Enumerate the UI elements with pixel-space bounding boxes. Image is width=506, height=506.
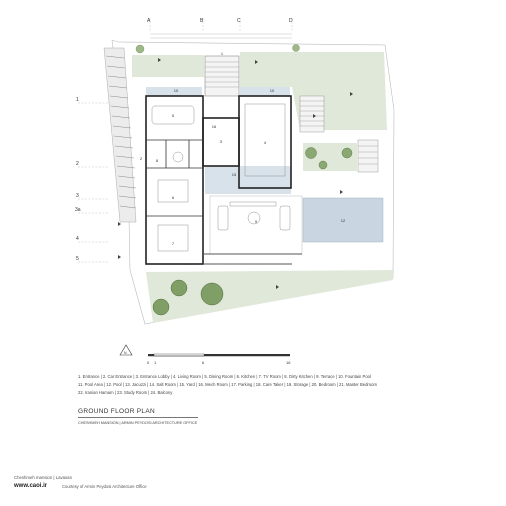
grid-label-4: 4 [76, 236, 79, 242]
tree-icon [136, 45, 144, 53]
room-label-3: 3 [219, 139, 223, 144]
room-label-12: 12 [340, 218, 346, 223]
jacuzzi [173, 152, 183, 162]
room-label-4: 4 [263, 140, 267, 145]
scale-tick-16: 16 [286, 360, 291, 365]
grid-label-d: D [289, 18, 293, 24]
fountain-pool-middle [205, 166, 291, 194]
tv-room-sofa [158, 225, 188, 251]
tree-icon [319, 161, 327, 169]
plan-title: GROUND FLOOR PLAN [78, 408, 155, 415]
legend-line-2: 11. Pool Area | 12. Pool | 13. Jacuzzi | 14. Salt Room | 15. Yard | 16. Mech Room | 17. Parking | 18. Care Taker | 19. Storage | 20. Bedroom | 21. Master Bedroom [78, 382, 377, 387]
svg-text:N: N [124, 351, 127, 355]
room-label-15: 15 [231, 172, 237, 177]
title-divider [78, 417, 198, 418]
garden-bottom [146, 270, 393, 323]
room-label-7: 7 [171, 241, 175, 246]
room-label-5: 5 [171, 113, 175, 118]
tree-icon [293, 45, 300, 52]
tree-icon [153, 299, 169, 315]
room-label-6: 6 [171, 195, 175, 200]
room-label-8: 8 [155, 158, 159, 163]
plan-subtitle: CHESHMEH MANSION | ARMIN PEYDOSI ARCHITECTURE OFFICE [78, 421, 198, 425]
grid-label-3a: 3a [75, 207, 81, 213]
room-label-2: 2 [139, 156, 143, 161]
scale-tick-1: 1 [154, 360, 157, 365]
grid-label-c: C [237, 18, 241, 24]
grid-row-labels [75, 97, 81, 262]
image-credit: Courtesy of Armin Peydosi Architecture Office [62, 484, 147, 489]
room-label-1: 1 [220, 51, 224, 56]
grid-label-b: B [200, 18, 204, 24]
tree-icon [171, 280, 187, 296]
grid-label-a: A [147, 18, 151, 24]
scale-tick-6: 6 [202, 360, 205, 365]
website-link[interactable]: www.caoi.ir [14, 483, 48, 489]
room-label-9: 9 [254, 219, 258, 224]
entrance-stairs [205, 56, 239, 96]
room-label-10a: 10 [173, 88, 179, 93]
tree-icon [201, 283, 223, 305]
scale-bar [147, 354, 291, 365]
north-arrow-icon [120, 345, 132, 355]
grid-label-2: 2 [76, 161, 79, 167]
terrace-deck [210, 196, 302, 254]
project-caption: Cheshmeh mansion | Lavasan [14, 475, 72, 480]
interior-walls [146, 140, 203, 216]
scale-tick-0: 0 [147, 360, 150, 365]
tree-icon [342, 148, 352, 158]
dimension-lines [150, 34, 292, 38]
room-label-16: 16 [211, 124, 217, 129]
garden-top-left [132, 55, 204, 77]
grid-column-labels [147, 18, 293, 24]
grid-label-5: 5 [76, 256, 79, 262]
tree-icon [306, 148, 317, 159]
fountain-pool-top-right [240, 87, 290, 96]
grid-label-3: 3 [76, 193, 79, 199]
legend-line-3: 22. Iranian Hamam | 23. Study Room | 24. Balcony [78, 390, 173, 395]
room-label-10b: 10 [269, 88, 275, 93]
legend-line-1: 1. Entrance | 2. Car Entrance | 3. Entrance Lobby | 4. Living Room | 5. Dining Room | 6. Kitchen | 7. TV Room | 8. Dirty Kitchen | 9. Terrace | 10. Fountain Pool [78, 374, 371, 379]
grid-label-1: 1 [76, 97, 79, 103]
parking-ramp [104, 48, 136, 222]
